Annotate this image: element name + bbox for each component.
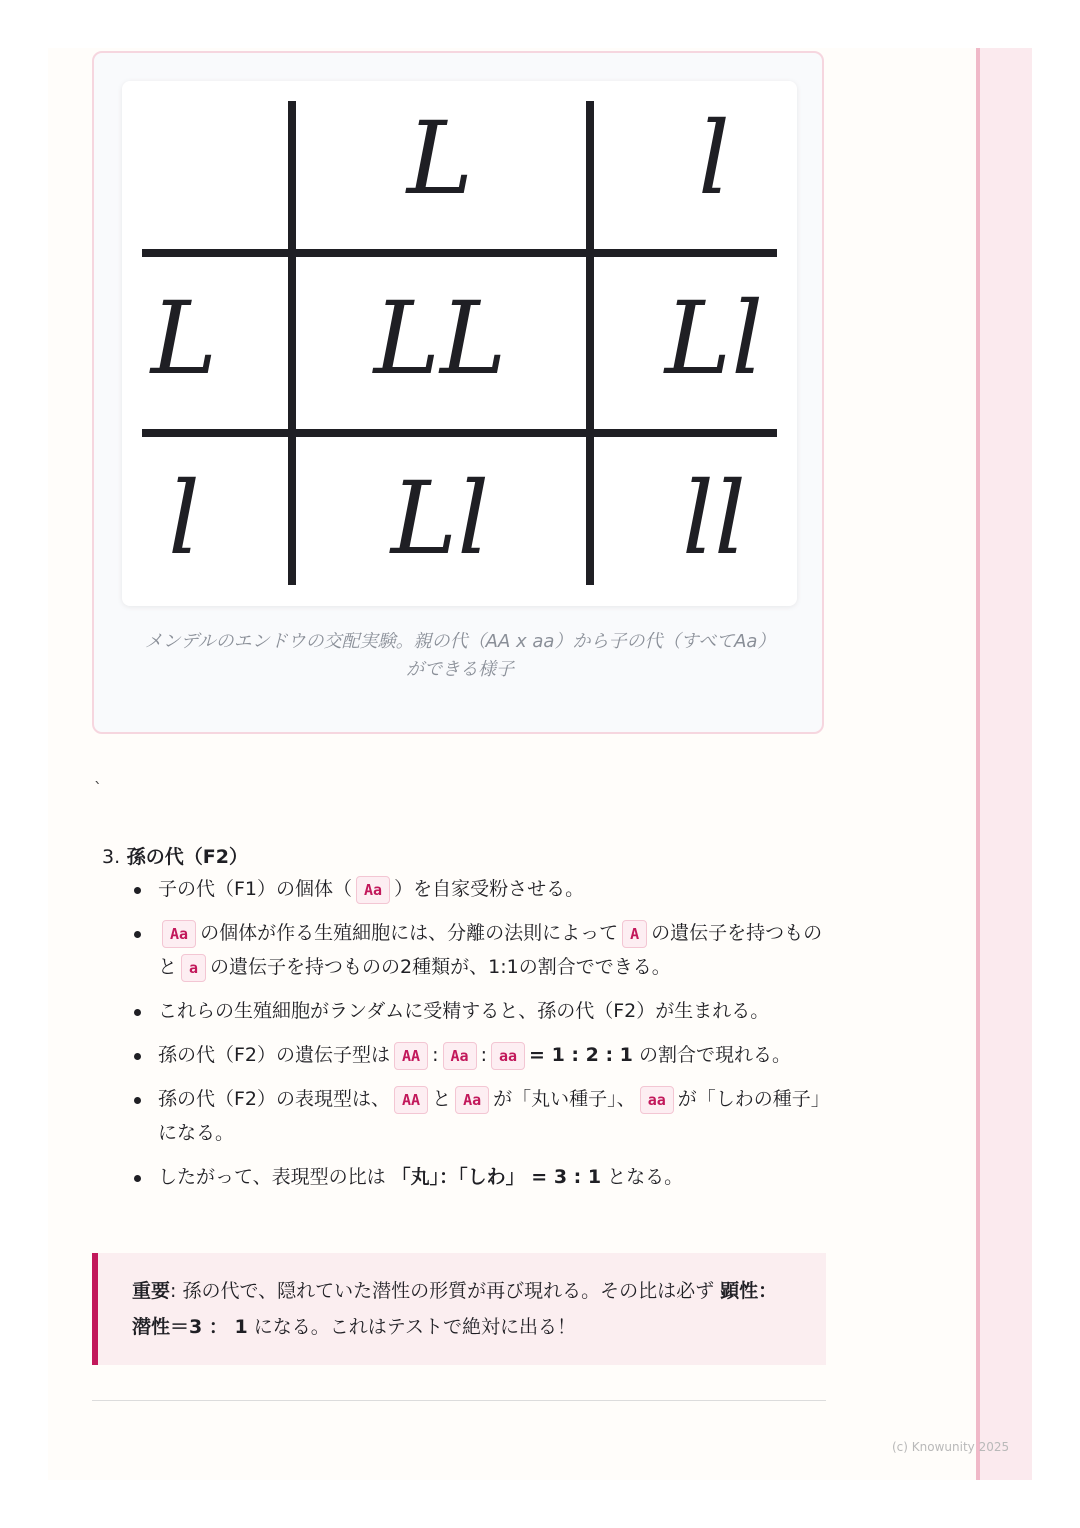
code-badge: Aa: [356, 876, 390, 904]
list-item: 子の代（F1）の個体（ Aa ）を自家受粉させる。: [130, 872, 830, 906]
cell-LL: LL: [373, 280, 507, 397]
code-badge: a: [181, 954, 206, 982]
right-margin-line: [976, 48, 980, 1480]
caption-line-1: メンデルのエンドウの交配実験。親の代（AA x aa）から子の代（すべてAa）: [144, 631, 776, 652]
row-header-1: L: [150, 280, 218, 397]
copyright-footer: (c) Knowunity 2025: [892, 1440, 1010, 1454]
col-header-1: L: [406, 100, 474, 217]
code-badge: A: [622, 920, 647, 948]
row-header-2: l: [168, 460, 200, 577]
list-item: Aa の個体が作る生殖細胞には、分離の法則によって A の遺伝子を持つものと a の遺伝子を持つものの2種類が、1:1の割合でできる。: [130, 916, 830, 984]
figure-caption: [110, 628, 810, 684]
callout-end: になる。これはテストで絶対に出る！: [247, 1316, 576, 1338]
callout-label: 重要: [132, 1280, 171, 1302]
code-badge: aa: [640, 1086, 674, 1114]
code-badge: aa: [491, 1042, 525, 1070]
section-title: 孫の代（F2）: [126, 846, 248, 868]
bullet-list: [130, 872, 830, 1204]
callout-ratio: 顕性：潜性＝3 ： 1: [132, 1280, 778, 1338]
phenotype-ratio: 「丸」：「しわ」 = 3 : 1: [391, 1166, 602, 1188]
code-badge: Aa: [443, 1042, 477, 1070]
code-badge: Aa: [162, 920, 196, 948]
divider: [92, 1400, 826, 1401]
section-heading: [102, 842, 248, 869]
cell-Ll-top: Ll: [664, 280, 764, 397]
list-item: したがって、表現型の比は 「丸」：「しわ」 = 3 : 1 となる。: [130, 1160, 830, 1194]
list-item: これらの生殖細胞がランダムに受精すると、孫の代（F2）が生まれる。: [130, 994, 830, 1028]
punnett-square: [122, 81, 797, 606]
cell-Ll-bottom: Ll: [390, 460, 490, 577]
important-callout: [92, 1253, 826, 1365]
list-item: 孫の代（F2）の表現型は、 AA と Aa が「丸い種子」、 aa が「しわの種子」になる。: [130, 1082, 830, 1150]
caption-line-2: ができる様子: [406, 659, 514, 680]
callout-text: : 孫の代で、隠れていた潜性の形質が再び現れる。その比は必ず: [170, 1280, 721, 1302]
list-item: 孫の代（F2）の遺伝子型は AA : Aa : aa = 1 : 2 : 1 の割合で現れる。: [130, 1038, 830, 1072]
col-header-2: l: [698, 100, 730, 217]
code-badge: Aa: [455, 1086, 489, 1114]
punnett-square-image: [122, 81, 797, 606]
code-badge: AA: [394, 1042, 428, 1070]
stray-backtick: `: [94, 779, 102, 798]
right-margin-band: [976, 48, 1032, 1480]
code-badge: AA: [394, 1086, 428, 1114]
genotype-ratio: = 1 : 2 : 1: [529, 1044, 633, 1066]
cell-ll: ll: [682, 460, 746, 577]
section-number: 3.: [102, 846, 121, 868]
